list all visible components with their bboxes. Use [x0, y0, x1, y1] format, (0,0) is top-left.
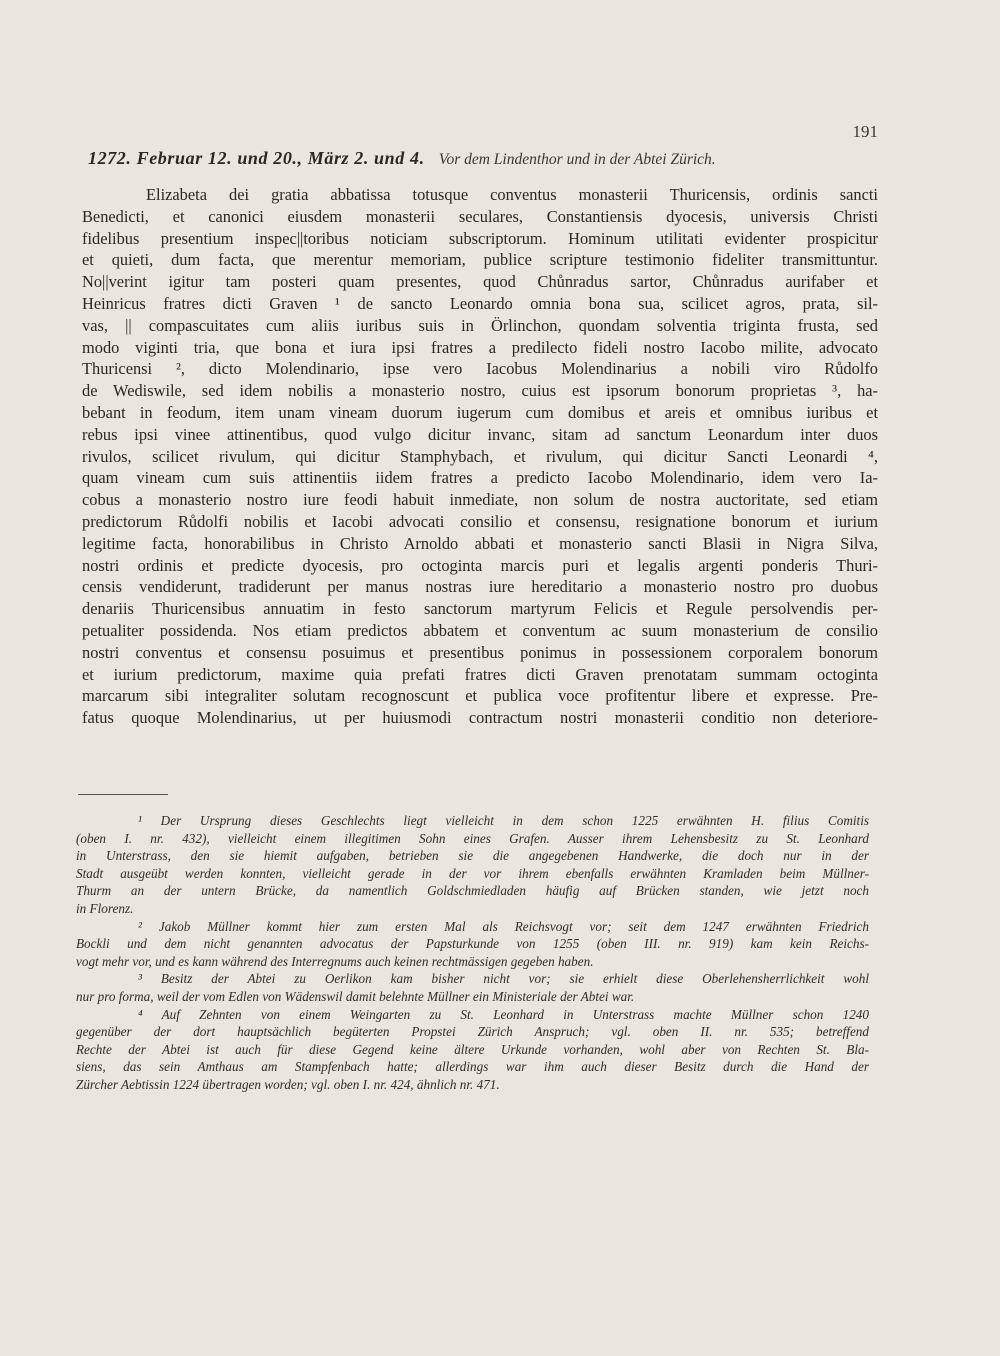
footnote-line: ¹ Der Ursprung dieses Geschlechts liegt vielleicht in dem schon 1225 erwähnten H. filius Comitis [138, 813, 869, 828]
text-line: et quieti, dum facta, que merentur memoriam, publice scripture testimonio fideliter transmittuntur. [82, 250, 878, 270]
text-line: Elizabeta dei gratia abbatissa totusque conventus monasterii Thuricensis, ordinis sancti [146, 185, 878, 204]
text-line: quam vineam cum suis attinentiis iidem fratres a predicto Iacobo Molendinario, idem vero Ia- [82, 468, 878, 488]
text-line: rebus ipsi vinee attinentibus, quod vulgo dicitur invanc, sitam ad sanctum Leonardum inter duos [82, 424, 878, 444]
text-line: legitime facta, honorabilibus in Christo Arnoldo abbati et monasterio sancti Blasii in Nigra Silva, [82, 533, 878, 553]
text-line: vas, || compascuitates cum aliis iuribus suis in Örlinchon, quondam solventia triginta frusta, sed [82, 315, 878, 335]
footnote-line: Thurm an der untern Brücke, da namentlich Goldschmiedladen häufig auf Brücken standen, wie jetzt noch [76, 883, 869, 899]
heading-date: 1272. Februar 12. und 20., März 2. und 4. [88, 148, 425, 168]
text-line: fidelibus presentium inspec||toribus noticiam subscriptorum. Hominum utilitati evidenter prospicitur [82, 228, 878, 248]
footnote-line: ² Jakob Müllner kommt hier zum ersten Mal als Reichsvogt vor; seit dem 1247 erwähnten Friedrich [138, 918, 869, 934]
footnote-line: in Florenz. [76, 900, 134, 916]
footnote [76, 970, 869, 1005]
text-line: petualiter possidenda. Nos etiam predictos abbatem et conventum ac suum monasterium de consilio [82, 620, 878, 640]
footnote-line: (oben I. nr. 432), vielleicht einem illegitimen Sohn eines Grafen. Ausser ihrem Lehensbesitz zu St. Leonhard [76, 830, 869, 846]
footnote [76, 918, 869, 971]
footnote-separator [78, 794, 168, 795]
footnote-line: Stadt ausgeübt werden konnten, vielleicht gerade in der vor ihrem ebenfalls erwähnten Kramladen beim Müllner- [76, 865, 869, 881]
text-line: cobus a monasterio nostro iure feodi habuit inmediate, non solum de nostra auctoritate, sed etiam [82, 490, 878, 510]
text-line: rivulos, scilicet rivulum, qui dicitur Stamphybach, et rivulum, qui dicitur Sancti Leonardi ⁴, [82, 446, 878, 466]
text-line: de Wediswile, sed idem nobilis a monasterio nostro, cuius est ipsorum bonorum proprietas ³, ha- [82, 381, 878, 401]
footnote-line: ³ Besitz der Abtei zu Oerlikon kam bisher nicht vor; sie erhielt diese Oberlehensherrlichkeit wohl [138, 971, 869, 987]
footnote [76, 812, 869, 918]
footnote-line: siens, das sein Amthaus am Stampfenbach hatte; allerdings war ihm auch dieser Besitz durch die Hand der [76, 1059, 869, 1075]
text-line: fatus quoque Molendinarius, ut per huiusmodi contractum nostri monasterii conditio non deteriore- [82, 708, 878, 728]
text-line: No||verint igitur tam posteri quam presentes, quod Chůnradus sartor, Chůnradus aurifaber et [82, 272, 878, 292]
footnote [76, 1006, 869, 1094]
text-line: denariis Thuricensibus annuatim in festo sanctorum martyrum Felicis et Regule persolvendis per- [82, 599, 878, 619]
footnote-line: Rechte der Abtei ist auch für diese Gegend keine ältere Urkunde vorhanden, wohl aber von Rechten St. Bla- [76, 1041, 869, 1057]
text-line: nostri conventus et consensu posuimus et presentibus ponimus in possessionem corporalem bonorum [82, 642, 878, 662]
text-line: marcarum sibi integraliter solutam recognoscunt et publica voce profitentur libere et expresse. Pre- [82, 686, 878, 706]
document-heading [88, 148, 880, 169]
text-line: Heinricus fratres dicti Graven ¹ de sancto Leonardo omnia bona sua, scilicet agros, prata, sil- [82, 293, 878, 313]
text-line: bebant in feodum, item unam vineam duorum iugerum cum domibus et areis et omnibus iuribus et [82, 402, 878, 422]
text-line: et iurium predictorum, maxime quia prefati fratres dicti Graven prenotatam summam octoginta [82, 664, 878, 684]
page-number: 191 [852, 122, 878, 141]
text-line: Benedicti, et canonici eiusdem monasterii seculares, Constantiensis dyocesis, universis Christi [82, 206, 878, 226]
footnote-line: nur pro forma, weil der vom Edlen von Wädenswil damit belehnte Müllner ein Ministeriale der Abtei war. [76, 988, 635, 1004]
footnote-line: gegenüber der dort hauptsächlich begüterten Propstei Zürich Anspruch; vgl. oben II. nr. 535; betreffend [76, 1024, 869, 1040]
footnote-line: Bockli und dem nicht genannten advocatus der Papsturkunde von 1255 (oben III. nr. 919) kam kein Reichs- [76, 936, 869, 952]
charter-text [82, 184, 878, 729]
text-line: censis vendiderunt, tradiderunt per manus nostras iure hereditario a monasterio nostro pro duobus [82, 577, 878, 597]
text-line: predictorum Růdolfi nobilis et Iacobi advocati consilio et consensu, resignatione bonorum et iurium [82, 511, 878, 531]
footnote-line: Zürcher Aebtissin 1224 übertragen worden; vgl. oben I. nr. 424, ähnlich nr. 471. [76, 1076, 500, 1092]
text-line: Thuricensi ², dicto Molendinario, ipse vero Iacobus Molendinarius a nobili viro Růdolfo [82, 359, 878, 379]
heading-place: Vor dem Lindenthor und in der Abtei Zürich. [438, 151, 716, 168]
footnote-line: vogt mehr vor, und es kann während des Interregnums auch keinen rechtmässigen gegeben haben. [76, 953, 594, 969]
text-line: modo viginti tria, que bona et iura ipsi fratres a predilecto fideli nostro Iacobo milite, advocato [82, 337, 878, 357]
footnote-line: in Unterstrass, den sie hiemit aufgaben, betrieben sie die angegebenen Handwerke, die doch nur in der [76, 848, 869, 864]
footnotes [76, 812, 869, 1094]
footnote-line: ⁴ Auf Zehnten von einem Weingarten zu St. Leonhard in Unterstrass machte Müllner schon 1240 [138, 1006, 869, 1022]
text-line: nostri ordinis et predicte dyocesis, pro octoginta marcis puri et legalis argenti ponderis Thuri- [82, 555, 878, 575]
